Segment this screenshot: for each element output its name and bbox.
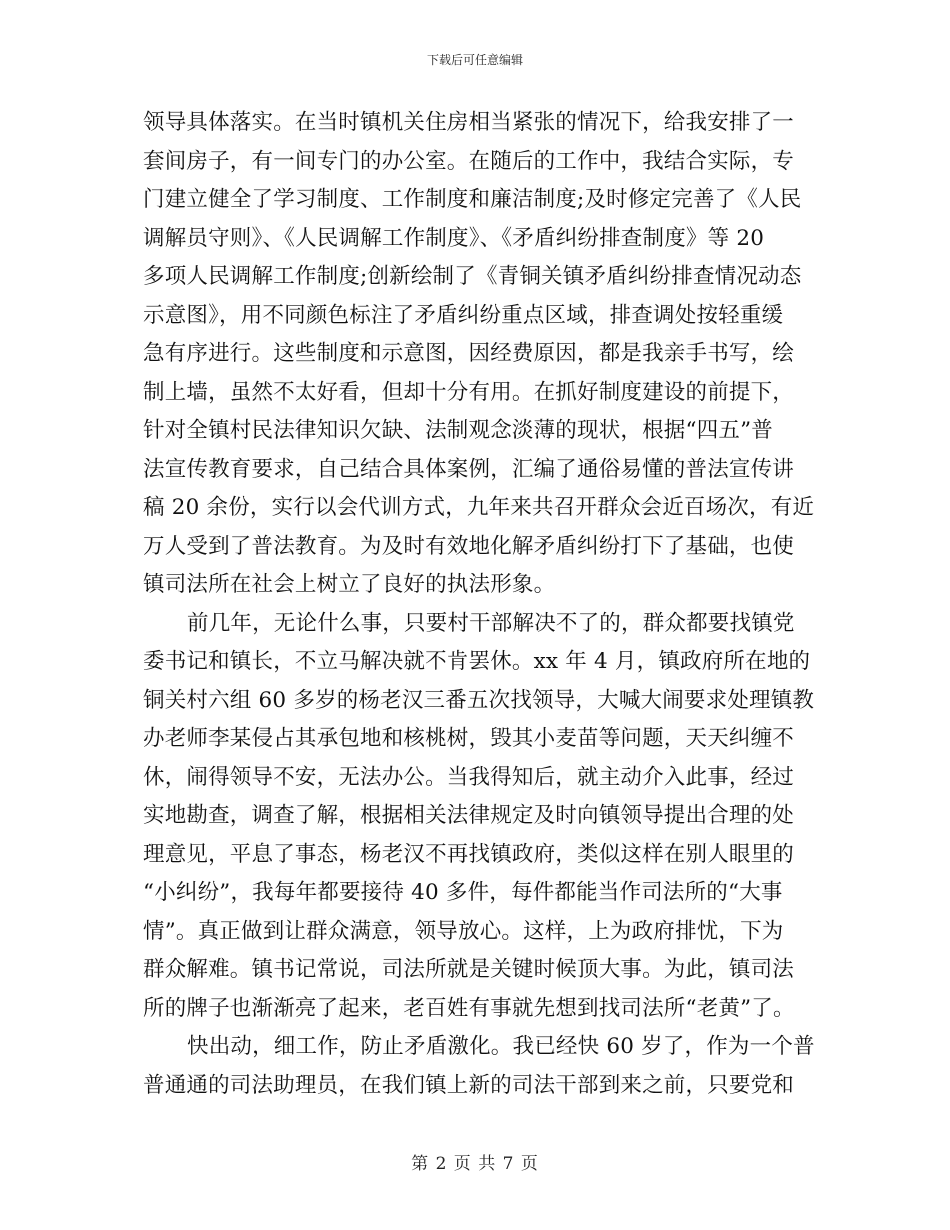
text-line: 调解员守则》、《人民调解工作制度》、《矛盾纠纷排查制度》等 20 <box>143 225 765 251</box>
text-line: 多项人民调解工作制度;创新绘制了《青铜关镇矛盾纠纷排查情况动态 <box>143 264 802 289</box>
text-line: 门建立健全了学习制度、工作制度和廉洁制度;及时修定完善了《人民 <box>143 187 802 212</box>
text-line: 情”。真正做到让群众满意，领导放心。这样，上为政府排忧，下为 <box>143 918 784 944</box>
text-line: 领导具体落实。在当时镇机关住房相当紧张的情况下，给我安排了一 <box>143 110 795 135</box>
text-line: 铜关村六组 60 多岁的杨老汉三番五次找领导，大喊大闹要求处理镇教 <box>143 687 815 713</box>
text-line: 制上墙，虽然不太好看，但却十分有用。在抓好制度建设的前提下， <box>143 379 795 405</box>
paragraph-2 <box>143 605 815 1029</box>
text-line: 套间房子，有一间专门的办公室。在随后的工作中，我结合实际，专 <box>143 148 795 174</box>
paragraph-1 <box>143 104 815 605</box>
text-line: 前几年，无论什么事，只要村干部解决不了的，群众都要找镇党 <box>187 610 795 636</box>
text-line: 急有序进行。这些制度和示意图，因经费原因，都是我亲手书写，绘 <box>143 341 795 366</box>
paragraph-3 <box>143 1028 815 1105</box>
text-line: 针对全镇村民法律知识欠缺、法制观念淡薄的现状，根据“四五”普 <box>143 418 773 443</box>
text-line: 普通通的司法助理员，在我们镇上新的司法干部到来之前，只要党和 <box>143 1072 795 1098</box>
text-line: 所的牌子也渐渐亮了起来，老百姓有事就先想到找司法所“老黄”了。 <box>143 995 795 1021</box>
text-line: 实地勘查，调查了解，根据相关法律规定及时向镇领导提出合理的处 <box>143 803 795 828</box>
text-line: 稿 20 余份，实行以会代训方式，九年来共召开群众会近百场次，有近 <box>143 495 815 520</box>
text-line: 万人受到了普法教育。为及时有效地化解矛盾纠纷打下了基础，也使 <box>143 533 795 559</box>
text-line: 休，闹得领导不安，无法办公。当我得知后，就主动介入此事，经过 <box>143 764 795 790</box>
page-number-footer: 第 2 页 共 7 页 <box>411 1154 539 1174</box>
text-line: 示意图》，用不同颜色标注了矛盾纠纷重点区域，排查调处按轻重缓 <box>143 302 784 328</box>
text-line: 快出动，细工作，防止矛盾激化。我已经快 60 岁了，作为一个普 <box>187 1034 815 1059</box>
text-line: 群众解难。镇书记常说，司法所就是关键时候顶大事。为此，镇司法 <box>143 957 795 982</box>
document-body <box>143 104 815 1105</box>
text-line: “小纠纷”，我每年都要接待 40 多件，每件都能当作司法所的“大事 <box>143 880 783 905</box>
text-line: 法宣传教育要求，自己结合具体案例，汇编了通俗易懂的普法宣传讲 <box>143 456 795 482</box>
page-header: 下载后可任意编辑 <box>426 53 523 67</box>
text-line: 办老师李某侵占其承包地和核桃树，毁其小麦苗等问题，天天纠缠不 <box>143 726 795 751</box>
text-line: 理意见，平息了事态，杨老汉不再找镇政府，类似这样在别人眼里的 <box>143 841 795 867</box>
text-line: 镇司法所在社会上树立了良好的执法形象。 <box>143 572 556 597</box>
text-line: 委书记和镇长，不立马解决就不肯罢休。xx 年 4 月，镇政府所在地的 <box>143 649 811 674</box>
